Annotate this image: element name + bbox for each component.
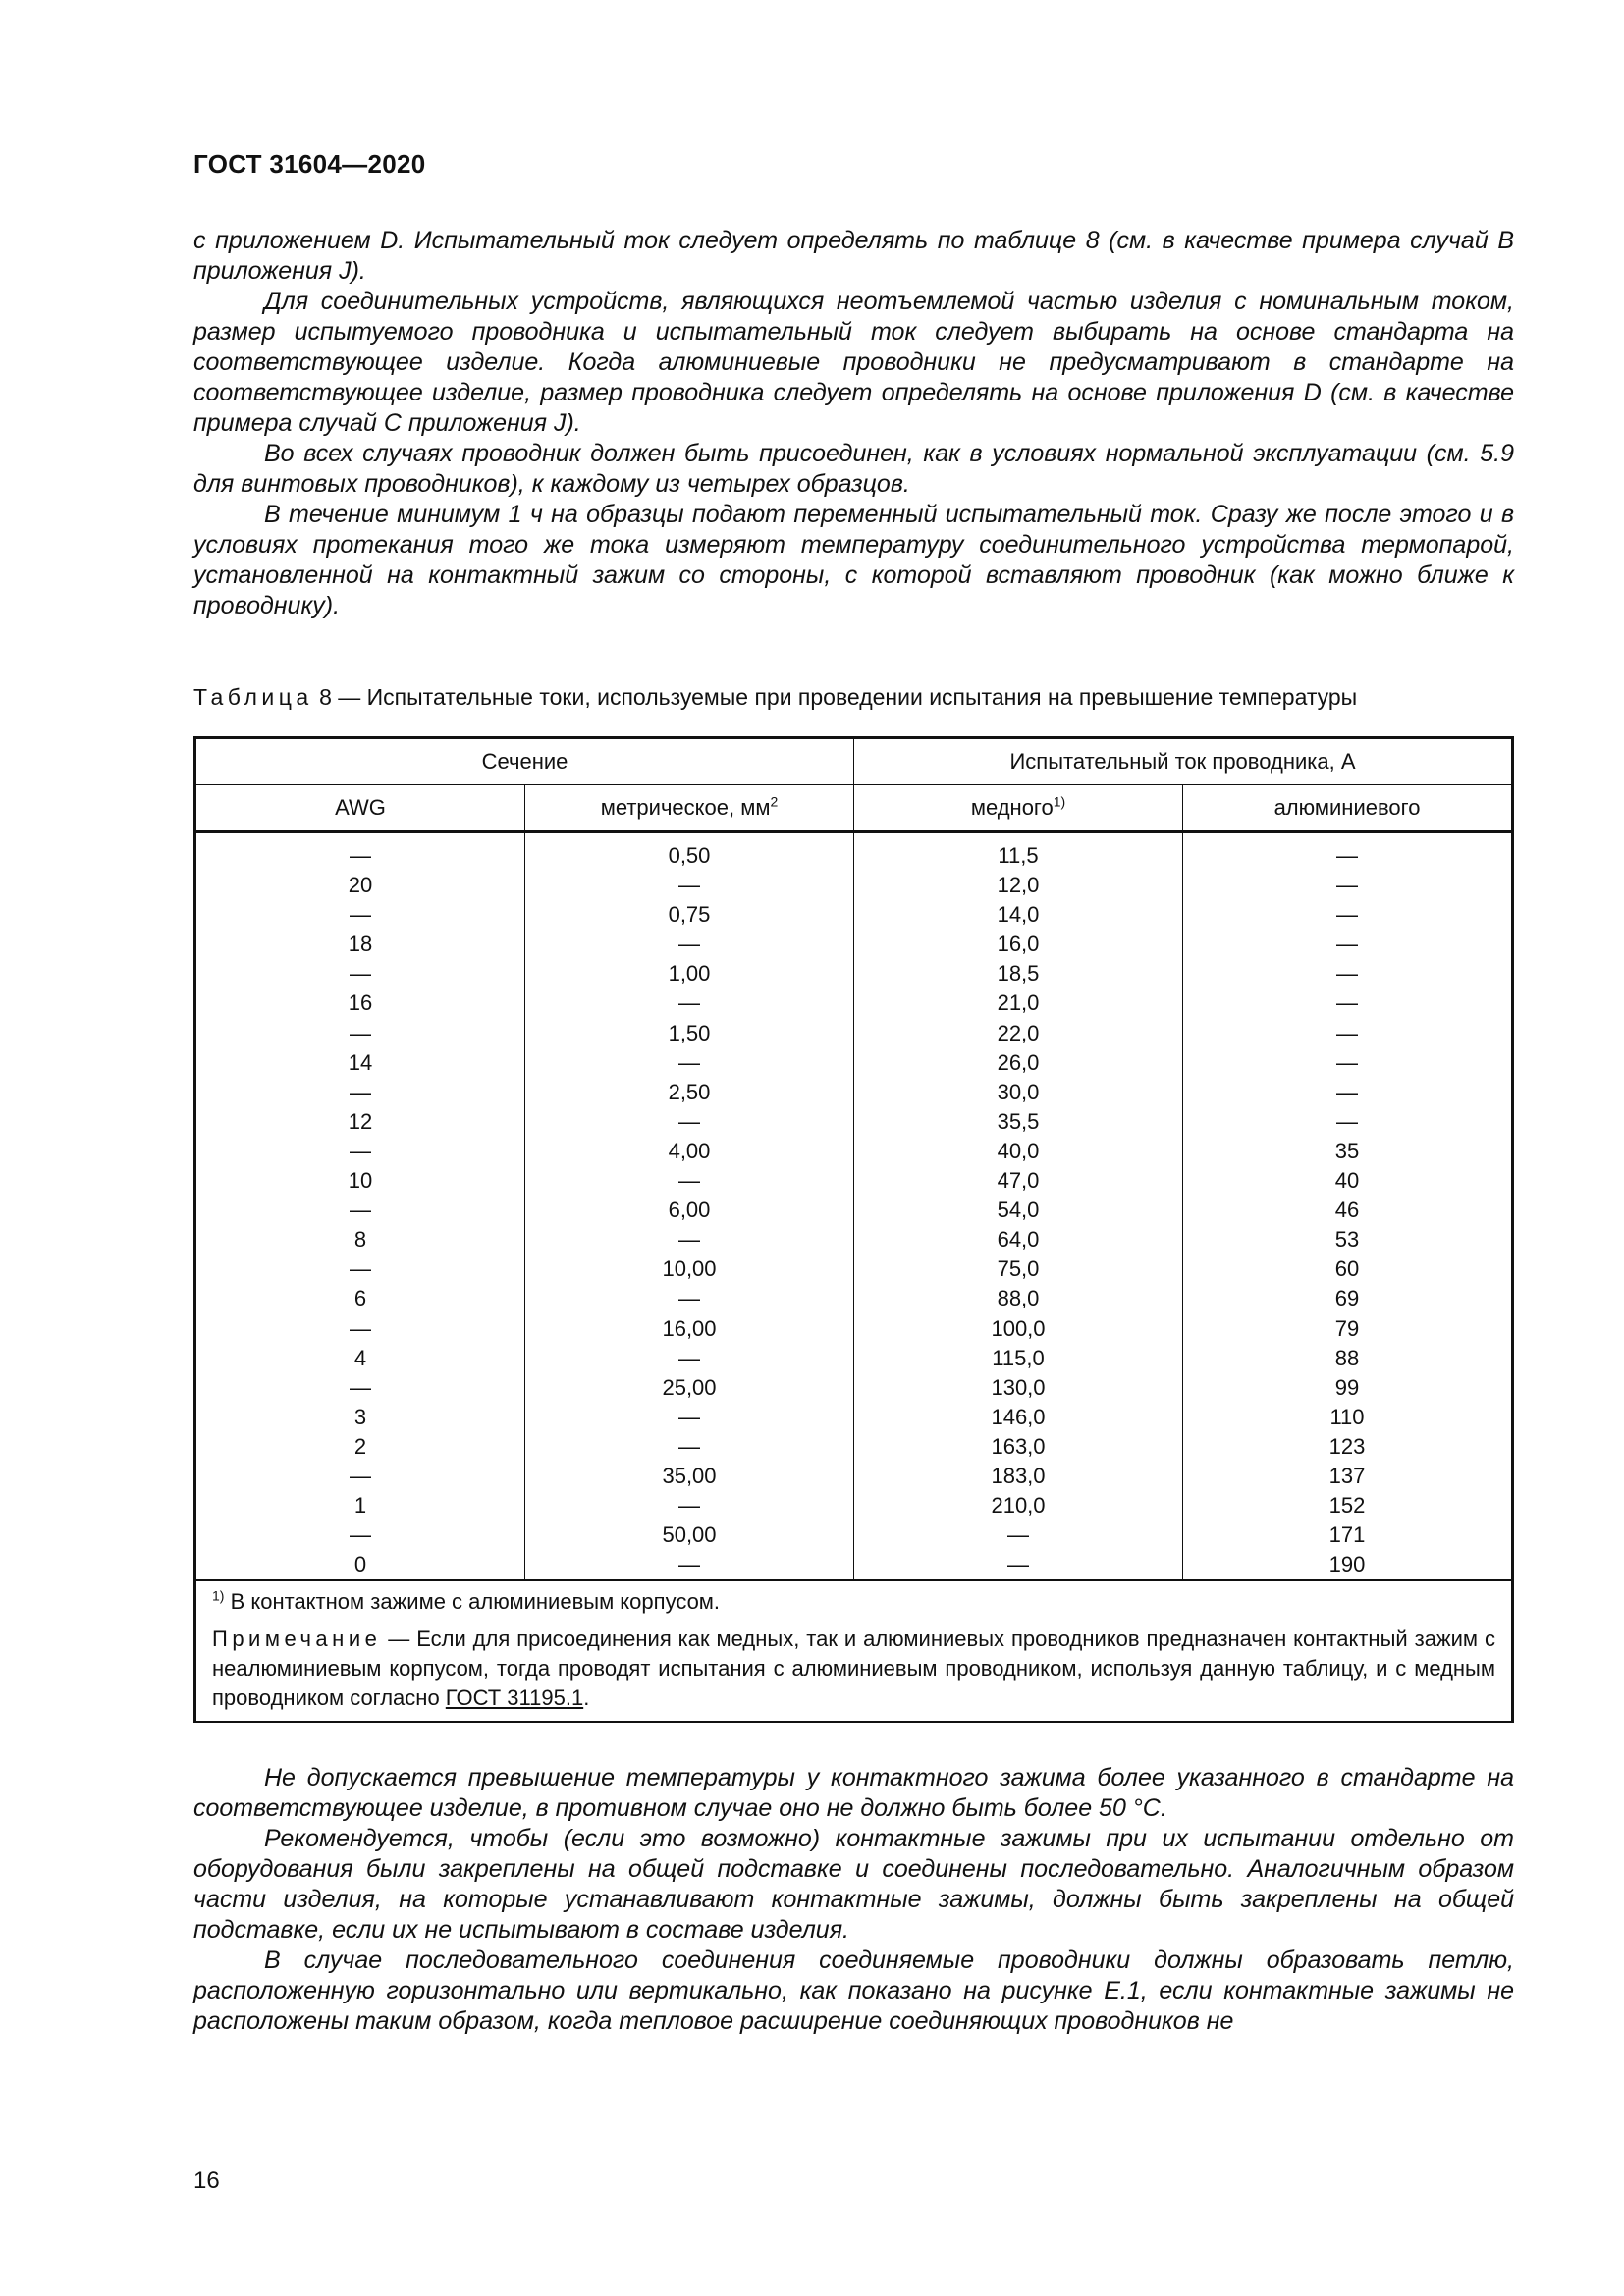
table-cell-awg: 18 bbox=[196, 930, 525, 959]
paragraph: Для соединительных устройств, являющихся неотъемлемой частью изделия с номинальным током, размер испытуемого проводника и испытательный ток следует выбирать на основе стандарта на соответствующее изделие. Когда алюминиевые проводники не предусматривают в стандарте на соответствующее изделие, размер проводника следует определять на основе приложения D (см. в качестве примера случай С приложения J). bbox=[193, 288, 1514, 437]
table-caption-text: 8 — Испытательные токи, используемые при проведении испытания на превышение температуры bbox=[312, 684, 1358, 710]
column-header-metric-sup: 2 bbox=[770, 793, 779, 810]
table-cell-aluminium: — bbox=[1183, 1078, 1512, 1107]
table-row bbox=[196, 1491, 1512, 1521]
table-cell-metric: 10,00 bbox=[525, 1255, 854, 1284]
table-cell-aluminium: 35 bbox=[1183, 1137, 1512, 1166]
table-cell-awg: 20 bbox=[196, 871, 525, 900]
table-cell-metric: — bbox=[525, 1403, 854, 1432]
page-number: 16 bbox=[193, 2167, 220, 2194]
table-cell-metric: — bbox=[525, 1107, 854, 1137]
table-cell-awg: 3 bbox=[196, 1403, 525, 1432]
table-cell-copper: 47,0 bbox=[854, 1166, 1183, 1196]
table-row bbox=[196, 1550, 1512, 1580]
table-cell-awg: — bbox=[196, 1462, 525, 1491]
table-cell-copper: 30,0 bbox=[854, 1078, 1183, 1107]
text-section-bottom bbox=[193, 1763, 1514, 2037]
table-cell-awg: — bbox=[196, 1078, 525, 1107]
table-cell-metric: 0,75 bbox=[525, 900, 854, 930]
text-section-top bbox=[193, 226, 1514, 621]
table-cell-aluminium: 137 bbox=[1183, 1462, 1512, 1491]
gost-reference-link[interactable]: ГОСТ 31195.1 bbox=[445, 1685, 584, 1711]
table-cell-awg: — bbox=[196, 1196, 525, 1225]
table-cell-metric: — bbox=[525, 930, 854, 959]
table-cell-awg: — bbox=[196, 1137, 525, 1166]
table-cell-aluminium: — bbox=[1183, 871, 1512, 900]
table-cell-copper: 64,0 bbox=[854, 1225, 1183, 1255]
table-cell-aluminium: — bbox=[1183, 959, 1512, 988]
table-cell-copper: 88,0 bbox=[854, 1284, 1183, 1313]
table-row bbox=[196, 1225, 1512, 1255]
table-cell-awg: — bbox=[196, 1019, 525, 1048]
paragraph: Рекомендуется, чтобы (если это возможно) контактные зажимы при их испытании отдельно от оборудования были закреплены на общей подставке и соединены последовательно. Аналогичным образом части изделия, на которые устанавливают контактные зажимы, должны быть закреплены на общей подставке, если их не испытывают в составе изделия. bbox=[193, 1825, 1514, 1944]
table-cell-metric: — bbox=[525, 1432, 854, 1462]
table-cell-copper: 21,0 bbox=[854, 988, 1183, 1018]
table-cell-copper: 22,0 bbox=[854, 1019, 1183, 1048]
table-cell-copper: 16,0 bbox=[854, 930, 1183, 959]
table-cell-copper: 12,0 bbox=[854, 871, 1183, 900]
table-row bbox=[196, 1344, 1512, 1373]
table-row bbox=[196, 988, 1512, 1018]
group-header-section: Сечение bbox=[196, 739, 854, 785]
table-cell-aluminium: — bbox=[1183, 1019, 1512, 1048]
table-cell-aluminium: 79 bbox=[1183, 1314, 1512, 1344]
table-row bbox=[196, 832, 1512, 872]
table-cell-copper: 14,0 bbox=[854, 900, 1183, 930]
table-footnote bbox=[212, 1587, 1495, 1617]
table-cell-aluminium: — bbox=[1183, 832, 1512, 872]
table-cell-awg: 4 bbox=[196, 1344, 525, 1373]
table-cell-copper: 163,0 bbox=[854, 1432, 1183, 1462]
column-header-copper bbox=[854, 785, 1183, 832]
table-cell-metric: — bbox=[525, 1166, 854, 1196]
table-row bbox=[196, 1373, 1512, 1403]
table-row bbox=[196, 1196, 1512, 1225]
table-row bbox=[196, 1314, 1512, 1344]
table-cell-awg: — bbox=[196, 1373, 525, 1403]
table-cell-metric: 35,00 bbox=[525, 1462, 854, 1491]
table-cell-metric: — bbox=[525, 1284, 854, 1313]
table-cell-aluminium: 53 bbox=[1183, 1225, 1512, 1255]
table-row bbox=[196, 1284, 1512, 1313]
table-row bbox=[196, 1521, 1512, 1550]
table-row bbox=[196, 1432, 1512, 1462]
note-text: — Если для присоединения как медных, так и алюминиевых проводников предназначен контактный зажим с неалюминиевым корпусом, тогда проводят испытания с алюминиевым проводником, используя данную таблицу, и с медным проводником согласно bbox=[212, 1627, 1495, 1711]
table-cell-metric: 25,00 bbox=[525, 1373, 854, 1403]
column-header-aluminium: алюминиевого bbox=[1183, 785, 1512, 832]
table-cell-aluminium: — bbox=[1183, 988, 1512, 1018]
table-note bbox=[212, 1625, 1495, 1713]
table-cell-copper: 18,5 bbox=[854, 959, 1183, 988]
table-cell-awg: — bbox=[196, 900, 525, 930]
test-current-table bbox=[193, 736, 1514, 1723]
table-cell-metric: 0,50 bbox=[525, 832, 854, 872]
table-cell-aluminium: — bbox=[1183, 1107, 1512, 1137]
table-cell-aluminium: 110 bbox=[1183, 1403, 1512, 1432]
table-cell-awg: 12 bbox=[196, 1107, 525, 1137]
table-cell-copper: 35,5 bbox=[854, 1107, 1183, 1137]
table-cell-metric: — bbox=[525, 1225, 854, 1255]
footnote-mark: 1) bbox=[212, 1588, 225, 1605]
table-cell-copper: 75,0 bbox=[854, 1255, 1183, 1284]
table-row bbox=[196, 1019, 1512, 1048]
table-cell-awg: — bbox=[196, 959, 525, 988]
table-cell-metric: — bbox=[525, 1491, 854, 1521]
column-header-copper-sup: 1) bbox=[1053, 793, 1066, 810]
table-row bbox=[196, 1078, 1512, 1107]
table-row bbox=[196, 1107, 1512, 1137]
table-cell-copper: 26,0 bbox=[854, 1048, 1183, 1078]
table-cell-copper: 183,0 bbox=[854, 1462, 1183, 1491]
table-cell-metric: 50,00 bbox=[525, 1521, 854, 1550]
table-cell-aluminium: — bbox=[1183, 1048, 1512, 1078]
table-cell-metric: — bbox=[525, 871, 854, 900]
paragraph: Не допускается превышение температуры у контактного зажима более указанного в стандарте на соответствующее изделие, в противном случае оно не должно быть более 50 °С. bbox=[193, 1764, 1514, 1822]
table-cell-copper: 115,0 bbox=[854, 1344, 1183, 1373]
table-cell-awg: — bbox=[196, 1521, 525, 1550]
table-cell-metric: — bbox=[525, 988, 854, 1018]
table-cell-aluminium: 190 bbox=[1183, 1550, 1512, 1580]
table-cell-copper: — bbox=[854, 1550, 1183, 1580]
table-cell-copper: 54,0 bbox=[854, 1196, 1183, 1225]
table-row bbox=[196, 1048, 1512, 1078]
table-row bbox=[196, 1403, 1512, 1432]
column-header-copper-label: медного bbox=[970, 795, 1054, 820]
document-header-title: ГОСТ 31604—2020 bbox=[193, 149, 426, 179]
paragraph: В случае последовательного соединения соединяемые проводники должны образовать петлю, расположенную горизонтально или вертикально, как показано на рисунке Е.1, если контактные зажимы не расположены таким образом, когда тепловое расширение соединяющих проводников не bbox=[193, 1947, 1514, 2035]
table-cell-awg: 0 bbox=[196, 1550, 525, 1580]
table-cell-aluminium: 152 bbox=[1183, 1491, 1512, 1521]
table-cell-awg: 8 bbox=[196, 1225, 525, 1255]
table-cell-aluminium: 99 bbox=[1183, 1373, 1512, 1403]
table-row bbox=[196, 1166, 1512, 1196]
table-cell-awg: 14 bbox=[196, 1048, 525, 1078]
table-cell-metric: — bbox=[525, 1344, 854, 1373]
table-caption-prefix: Таблица bbox=[193, 684, 313, 710]
table-footer-cell bbox=[196, 1580, 1512, 1721]
table-cell-awg: 6 bbox=[196, 1284, 525, 1313]
table-cell-aluminium: 60 bbox=[1183, 1255, 1512, 1284]
column-header-metric-label: метрическое, мм bbox=[600, 795, 771, 820]
table-caption bbox=[193, 682, 1514, 712]
note-prefix: Примечание bbox=[212, 1627, 382, 1652]
table-cell-metric: 16,00 bbox=[525, 1314, 854, 1344]
table-cell-metric: 4,00 bbox=[525, 1137, 854, 1166]
table-cell-aluminium: 123 bbox=[1183, 1432, 1512, 1462]
table-cell-copper: 130,0 bbox=[854, 1373, 1183, 1403]
table-cell-metric: 6,00 bbox=[525, 1196, 854, 1225]
table-row bbox=[196, 871, 1512, 900]
paragraph: В течение минимум 1 ч на образцы подают переменный испытательный ток. Сразу же после этого и в условиях протекания того же тока измеряют температуру соединительного устройства термопарой, установленной на контактный зажим со стороны, с которой вставляют проводник (как можно ближе к проводнику). bbox=[193, 501, 1514, 619]
table-body bbox=[196, 832, 1512, 1722]
table-cell-copper: — bbox=[854, 1521, 1183, 1550]
table-cell-copper: 100,0 bbox=[854, 1314, 1183, 1344]
paragraph: с приложением D. Испытательный ток следует определять по таблице 8 (см. в качестве примера случай В приложения J). bbox=[193, 227, 1514, 285]
table-cell-metric: 2,50 bbox=[525, 1078, 854, 1107]
table-cell-awg: — bbox=[196, 1255, 525, 1284]
table-row bbox=[196, 1255, 1512, 1284]
column-header-awg: AWG bbox=[196, 785, 525, 832]
group-header-current: Испытательный ток проводника, А bbox=[854, 739, 1512, 785]
table-cell-aluminium: 69 bbox=[1183, 1284, 1512, 1313]
table-cell-metric: 1,50 bbox=[525, 1019, 854, 1048]
table-cell-awg: 2 bbox=[196, 1432, 525, 1462]
table-cell-metric: — bbox=[525, 1048, 854, 1078]
note-end: . bbox=[583, 1685, 590, 1711]
table-cell-aluminium: 40 bbox=[1183, 1166, 1512, 1196]
table-row bbox=[196, 1137, 1512, 1166]
table-cell-aluminium: 171 bbox=[1183, 1521, 1512, 1550]
table-row bbox=[196, 900, 1512, 930]
paragraph: Во всех случаях проводник должен быть присоединен, как в условиях нормальной эксплуатации (см. 5.9 для винтовых проводников), к каждому из четырех образцов. bbox=[193, 440, 1514, 498]
table-cell-metric: 1,00 bbox=[525, 959, 854, 988]
table-footer-row bbox=[196, 1580, 1512, 1721]
column-header-metric bbox=[525, 785, 854, 832]
table-cell-awg: — bbox=[196, 1314, 525, 1344]
table-cell-awg: 1 bbox=[196, 1491, 525, 1521]
table-cell-aluminium: 88 bbox=[1183, 1344, 1512, 1373]
table-cell-aluminium: — bbox=[1183, 930, 1512, 959]
footnote-text: В контактном зажиме с алюминиевым корпусом. bbox=[224, 1589, 721, 1615]
table-cell-copper: 40,0 bbox=[854, 1137, 1183, 1166]
table-row bbox=[196, 1462, 1512, 1491]
table-cell-aluminium: — bbox=[1183, 900, 1512, 930]
table-row bbox=[196, 959, 1512, 988]
table-cell-awg: 10 bbox=[196, 1166, 525, 1196]
table-cell-copper: 11,5 bbox=[854, 832, 1183, 872]
table-cell-awg: — bbox=[196, 832, 525, 872]
table-cell-awg: 16 bbox=[196, 988, 525, 1018]
table-cell-copper: 210,0 bbox=[854, 1491, 1183, 1521]
table-cell-aluminium: 46 bbox=[1183, 1196, 1512, 1225]
table-cell-copper: 146,0 bbox=[854, 1403, 1183, 1432]
table-cell-metric: — bbox=[525, 1550, 854, 1580]
table-row bbox=[196, 930, 1512, 959]
